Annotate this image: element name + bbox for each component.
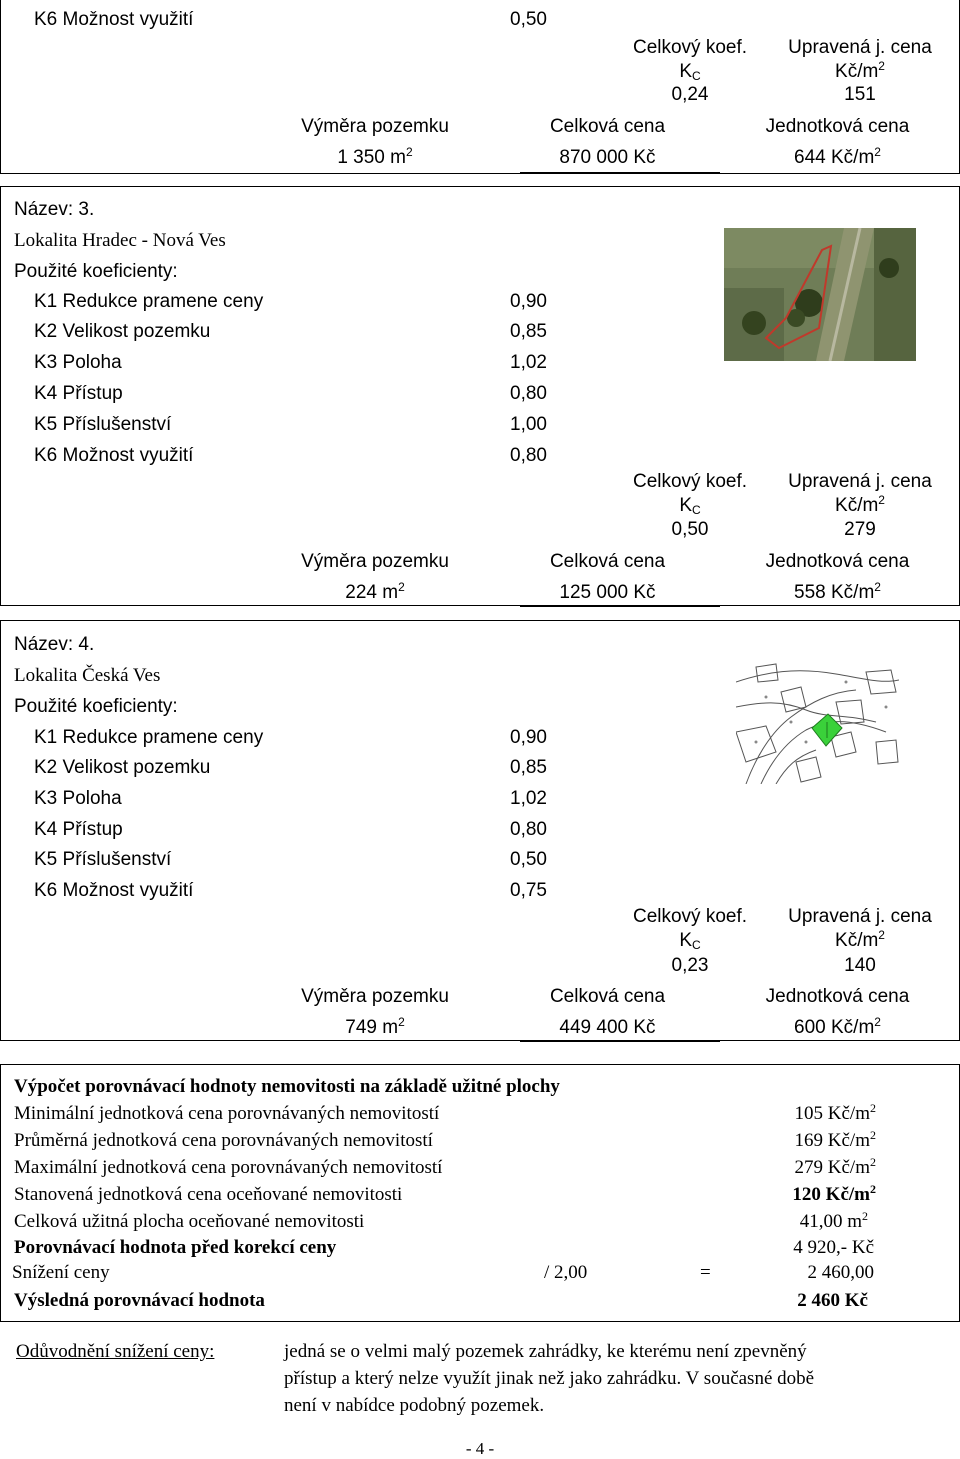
coef-row-label: K6 Možnost využití <box>34 445 194 466</box>
coef-row-label: K3 Poloha <box>34 352 122 373</box>
usable-area-label: Celková užitná plocha oceňované nemovitosti <box>14 1211 365 1232</box>
pre-correction-value: 4 920,- Kč <box>793 1237 874 1258</box>
cadastral-map-icon <box>736 662 899 784</box>
unit-price-label: Jednotková cena <box>765 986 910 1007</box>
page-number: - 4 - <box>465 1439 495 1458</box>
coef-row-label: K2 Velikost pozemku <box>34 321 211 342</box>
total-coef-symbol: $K_C$ <box>679 61 701 83</box>
location: Lokalita Hradec - Nová Ves <box>14 230 226 251</box>
price-underline <box>520 605 720 607</box>
adjusted-price-label: Upravená j. cena <box>788 906 932 927</box>
avg-price-value: 169 $Kč/m^2$ <box>794 1128 876 1151</box>
final-value: 2 460 Kč <box>797 1290 868 1311</box>
coef-row-value: 0,85 <box>510 757 547 778</box>
min-price-label: Minimální jednotková cena porovnávaných nemovitostí <box>14 1103 440 1124</box>
k6-value: 0,50 <box>510 9 547 30</box>
coef-row-value: 0,80 <box>510 383 547 404</box>
total-coef-value: 0,24 <box>671 84 709 105</box>
block-title: Název: 3. <box>14 199 95 220</box>
min-price-value: 105 $Kč/m^2$ <box>794 1101 876 1124</box>
area-value: 224 $m^2$ <box>345 580 405 603</box>
max-price-value: 279 $Kč/m^2$ <box>794 1155 876 1178</box>
adjusted-price-label: Upravená j. cena <box>788 37 932 58</box>
coef-row-value: 0,85 <box>510 321 547 342</box>
k6-label: K6 Možnost využití <box>34 9 194 30</box>
coef-row-label: K5 Příslušenství <box>34 849 172 870</box>
coef-row-label: K4 Přístup <box>34 819 123 840</box>
total-coef-label: Celkový koef. <box>632 471 748 492</box>
coef-row-value: 0,50 <box>510 849 547 870</box>
adjusted-price-unit: $Kč/m^2$ <box>835 928 885 951</box>
justification-line: jedná se o velmi malý pozemek zahrádky, ke kterému není zpevněný <box>284 1341 807 1362</box>
total-coef-label: Celkový koef. <box>632 37 748 58</box>
coef-row-label: K4 Přístup <box>34 383 123 404</box>
coefficients-heading: Použité koeficienty: <box>14 696 178 717</box>
coef-row-value: 0,80 <box>510 819 547 840</box>
coef-row-label: K3 Poloha <box>34 788 122 809</box>
total-price-label: Celková cena <box>549 551 666 572</box>
total-price-value: 449 400 Kč <box>559 1017 656 1038</box>
set-price-value: 120 $Kč/m^2$ <box>792 1182 876 1205</box>
total-coef-label: Celkový koef. <box>632 906 748 927</box>
total-price-label: Celková cena <box>549 986 666 1007</box>
coef-row-value: 0,80 <box>510 445 547 466</box>
avg-price-label: Průměrná jednotková cena porovnávaných nemovitostí <box>14 1130 433 1151</box>
summary-title: Výpočet porovnávací hodnoty nemovitosti na základě užitné plochy <box>14 1076 560 1097</box>
total-price-label: Celková cena <box>549 116 666 137</box>
coef-row-value: 1,02 <box>510 788 547 809</box>
aerial-photo-icon <box>724 228 916 361</box>
pre-correction-label: Porovnávací hodnota před korekcí ceny <box>14 1237 337 1258</box>
usable-area-value: 41,00 $m^2$ <box>799 1209 868 1232</box>
final-value-label: Výsledná porovnávací hodnota <box>14 1290 265 1311</box>
area-label: Výměra pozemku <box>301 116 449 137</box>
adjusted-price-value: 151 <box>844 84 876 105</box>
coef-row-value: 0,90 <box>510 727 547 748</box>
coef-row-label: K2 Velikost pozemku <box>34 757 211 778</box>
reduction-equals: = <box>700 1262 711 1283</box>
coef-row-value: 1,02 <box>510 352 547 373</box>
location: Lokalita Česká Ves <box>14 665 161 686</box>
unit-price-value: 644 $Kč/m^2$ <box>794 145 881 168</box>
justification-label: Odůvodnění snížení ceny: <box>16 1341 215 1362</box>
coef-row-value: 0,75 <box>510 880 547 901</box>
coef-row-label: K1 Redukce pramene ceny <box>34 727 264 748</box>
adjusted-price-unit: $Kč/m^2$ <box>835 59 885 82</box>
price-underline <box>520 1040 720 1042</box>
area-label: Výměra pozemku <box>301 551 449 572</box>
max-price-label: Maximální jednotková cena porovnávaných nemovitostí <box>14 1157 443 1178</box>
unit-price-value: 558 $Kč/m^2$ <box>794 580 881 603</box>
price-underline <box>520 172 720 174</box>
reduction-value: 2 460,00 <box>807 1262 874 1283</box>
coef-row-value: 0,90 <box>510 291 547 312</box>
adjusted-price-value: 279 <box>844 519 876 540</box>
total-coef-value: 0,23 <box>671 955 709 976</box>
area-label: Výměra pozemku <box>301 986 449 1007</box>
total-coef-symbol: $K_C$ <box>679 930 701 952</box>
adjusted-price-unit: $Kč/m^2$ <box>835 493 885 516</box>
unit-price-label: Jednotková cena <box>765 116 910 137</box>
reduction-label: Snížení ceny <box>12 1262 110 1283</box>
total-coef-value: 0,50 <box>671 519 709 540</box>
total-price-value: 870 000 Kč <box>559 147 656 168</box>
coefficients-heading: Použité koeficienty: <box>14 261 178 282</box>
adjusted-price-label: Upravená j. cena <box>788 471 932 492</box>
justification-line: přístup a který nelze využít jinak než jako zahrádku. V současné době <box>284 1368 815 1389</box>
total-coef-symbol: $K_C$ <box>679 495 701 517</box>
total-price-value: 125 000 Kč <box>559 582 656 603</box>
set-price-label: Stanovená jednotková cena oceňované nemovitosti <box>14 1184 403 1205</box>
coef-row-label: K5 Příslušenství <box>34 414 172 435</box>
coef-row-value: 1,00 <box>510 414 547 435</box>
area-value: 1 350 $m^2$ <box>337 145 413 168</box>
unit-price-label: Jednotková cena <box>765 551 910 572</box>
coef-row-label: K6 Možnost využití <box>34 880 194 901</box>
area-value: 749 $m^2$ <box>345 1015 405 1038</box>
coef-row-label: K1 Redukce pramene ceny <box>34 291 264 312</box>
reduction-divisor: / 2,00 <box>544 1262 588 1283</box>
adjusted-price-value: 140 <box>844 955 876 976</box>
block-title: Název: 4. <box>14 634 95 655</box>
unit-price-value: 600 $Kč/m^2$ <box>794 1015 881 1038</box>
justification-line: není v nabídce podobný pozemek. <box>284 1395 545 1416</box>
